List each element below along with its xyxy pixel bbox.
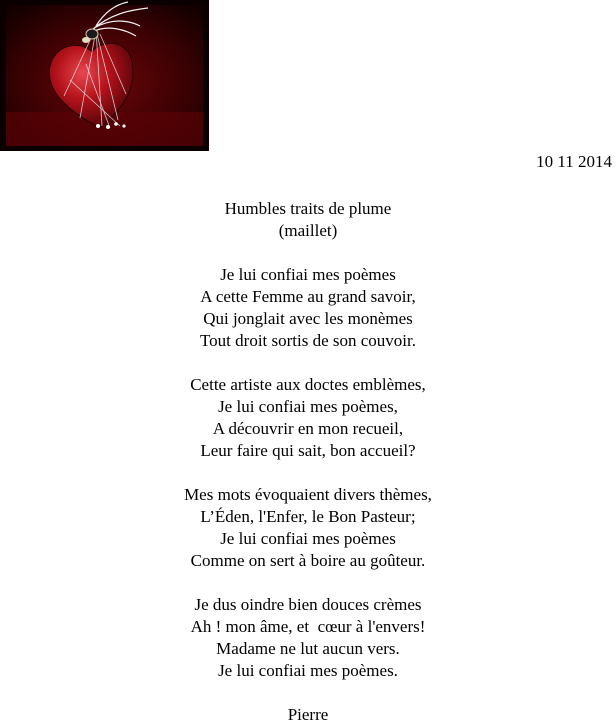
verse-line: Cette artiste aux doctes emblèmes,: [190, 375, 426, 394]
stanza-gap: [0, 242, 616, 264]
stanza-gap: [0, 682, 616, 704]
verse-line: Je lui confiai mes poèmes: [220, 529, 396, 548]
verse-line: Madame ne lut aucun vers.: [216, 639, 400, 658]
stanza-2: [0, 374, 616, 462]
poem-signature: Pierre: [287, 705, 329, 724]
poem-body: [0, 198, 616, 726]
poem-date: 10 11 2014: [536, 152, 612, 171]
red-heart-pinned-image: [0, 0, 209, 151]
verse-line: Je dus oindre bien douces crèmes: [194, 595, 422, 614]
stanza-gap: [0, 572, 616, 594]
stanza-3: [0, 484, 616, 572]
verse-line: Je lui confiai mes poèmes: [220, 265, 396, 284]
verse-line: Je lui confiai mes poèmes,: [218, 397, 398, 416]
verse-line: Je lui confiai mes poèmes.: [218, 661, 398, 680]
poem-signature-block: [0, 704, 616, 726]
poem-title: Humbles traits de plume: [224, 199, 392, 218]
verse-line: A cette Femme au grand savoir,: [200, 287, 416, 306]
verse-line: Qui jonglait avec les monèmes: [203, 309, 413, 328]
poem-title-block: [0, 198, 616, 242]
verse-line: Leur faire qui sait, bon accueil?: [200, 441, 416, 460]
verse-line: Ah ! mon âme, et cœur à l'envers!: [190, 617, 426, 636]
stanza-gap: [0, 462, 616, 484]
stanza-gap: [0, 352, 616, 374]
verse-line: Mes mots évoquaient divers thèmes,: [184, 485, 432, 504]
verse-line: A découvrir en mon recueil,: [212, 419, 404, 438]
verse-line: Comme on sert à boire au goûteur.: [190, 551, 426, 570]
poem-author-paren: (maillet): [278, 221, 338, 240]
verse-line: Tout droit sortis de son couvoir.: [199, 331, 417, 350]
verse-line: L’Éden, l'Enfer, le Bon Pasteur;: [200, 507, 416, 526]
stanza-1: [0, 264, 616, 352]
stanza-4: [0, 594, 616, 682]
